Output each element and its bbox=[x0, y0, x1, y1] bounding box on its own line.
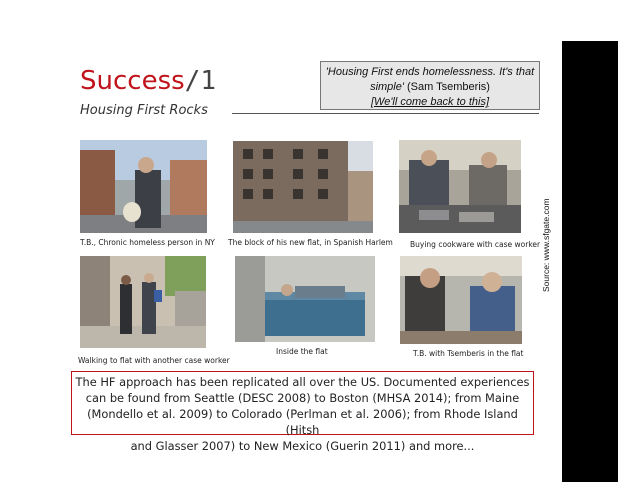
source-note: Source: www.sfgate.com bbox=[541, 198, 551, 292]
right-black-bar bbox=[562, 41, 618, 482]
photo-caption: The block of his new flat, in Spanish Harlem bbox=[228, 238, 393, 247]
two-men-talking-photo bbox=[400, 256, 522, 344]
photo-caption: Inside the flat bbox=[276, 347, 328, 356]
summary-box bbox=[71, 371, 534, 453]
man-on-street-photo bbox=[80, 140, 207, 233]
photo-caption: T.B., Chronic homeless person in NY bbox=[80, 238, 215, 247]
store-shopping-photo bbox=[399, 140, 521, 233]
summary-line: The HF approach has been replicated all over the US. Documented experiences bbox=[75, 375, 530, 389]
summary-line: and Glasser 2007) to New Mexico (Guerin 2011) and more... bbox=[130, 439, 475, 453]
title-rule bbox=[232, 113, 539, 114]
photo-caption: T.B. with Tsemberis in the flat bbox=[413, 349, 524, 358]
quote-text: 'Housing First ends homelessness. It's that simple' bbox=[325, 66, 535, 93]
title-number: /1 bbox=[184, 66, 216, 96]
walking-sidewalk-photo bbox=[80, 256, 206, 348]
bed-in-room-photo bbox=[235, 256, 375, 342]
quote-note: [We'll come back to this] bbox=[370, 96, 490, 108]
photo-caption: Walking to flat with another case worker bbox=[78, 356, 230, 365]
slide-title bbox=[80, 66, 216, 96]
summary-line: can be found from Seattle (DESC 2008) to Boston (MHSA 2014); from Maine bbox=[85, 391, 520, 405]
quote-box bbox=[320, 61, 540, 110]
summary-line: (Mondello et al. 2009) to Colorado (Perlman et al. 2006); from Rhode Island (Hitsh bbox=[87, 407, 518, 437]
photo-caption: Buying cookware with case worker bbox=[410, 240, 541, 249]
apartment-building-photo bbox=[233, 141, 373, 233]
title-accent: Success bbox=[80, 66, 185, 96]
quote-author: (Sam Tsemberis) bbox=[403, 81, 490, 93]
slide-subtitle: Housing First Rocks bbox=[80, 103, 208, 118]
